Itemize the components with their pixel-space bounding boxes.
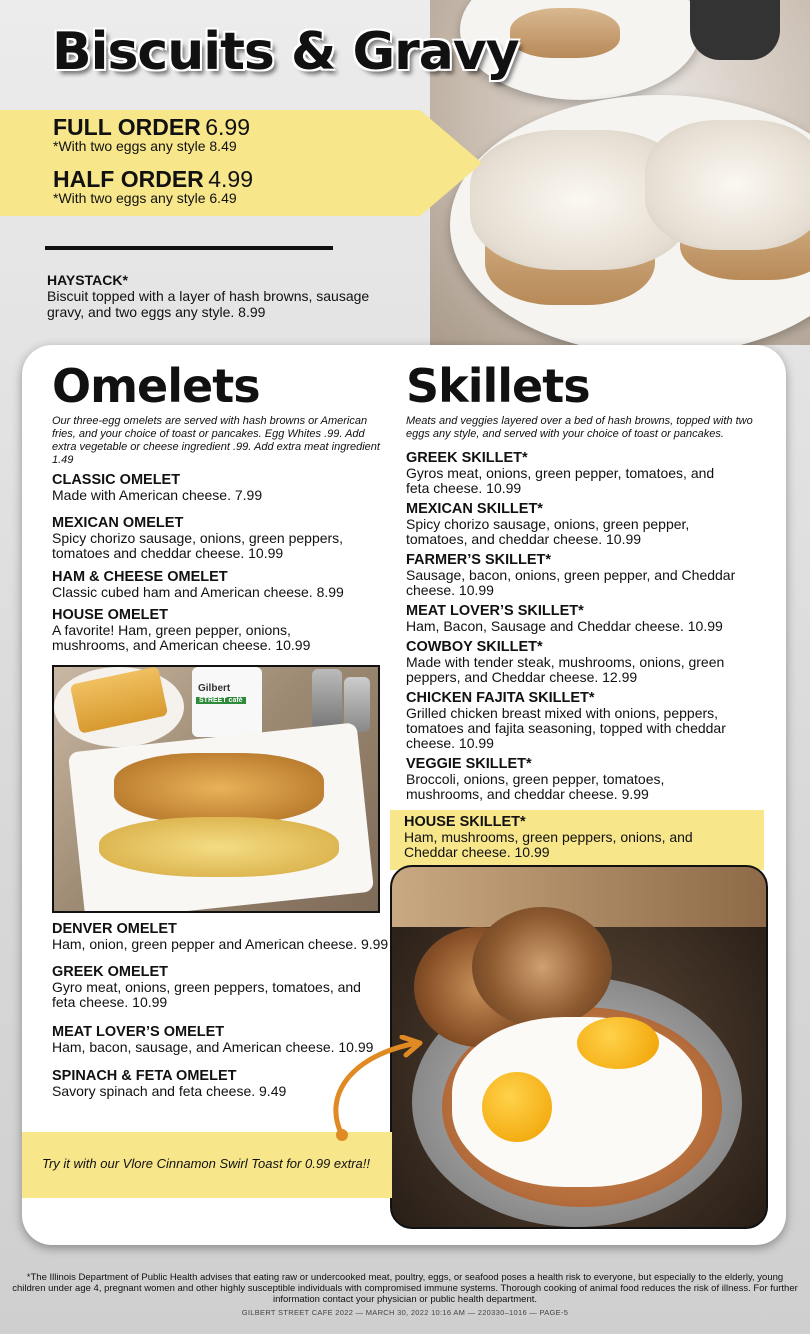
menu-item	[406, 640, 756, 685]
item-description: Gyro meat, onions, green peppers, tomatoes, and feta cheese. 10.99	[52, 979, 361, 1010]
item-description: Ham, mushrooms, green peppers, onions, and Cheddar cheese. 10.99	[404, 829, 693, 860]
full-order-note: *With two eggs any style 8.49	[53, 138, 237, 154]
omelets-title: Omelets	[52, 359, 260, 413]
gravy-right	[645, 120, 810, 250]
item-name: GREEK OMELET	[52, 964, 169, 980]
menu-item	[406, 553, 756, 598]
item-name: HOUSE OMELET	[52, 607, 169, 623]
toast-swirl	[472, 907, 612, 1027]
item-description: A favorite! Ham, green pepper, onions, mushrooms, and American cheese. 10.99	[52, 622, 311, 653]
promo-text: Try it with our Vlore Cinnamon Swirl Toast for 0.99 extra!!	[42, 1156, 371, 1171]
skillets-intro: Meats and veggies layered over a bed of hash browns, topped with two eggs any style, and served with your choice of toast or pancakes.	[406, 415, 753, 440]
item-name: MEAT LOVER’S SKILLET*	[406, 603, 584, 619]
curved-arrow-icon	[322, 1035, 432, 1145]
item-description: Ham, onion, green pepper and American cheese. 9.99	[52, 936, 389, 952]
item-name: CLASSIC OMELET	[52, 472, 181, 488]
menu-item	[52, 965, 372, 1010]
menu-item	[52, 922, 392, 952]
full-order-label: FULL ORDER	[53, 114, 201, 140]
item-description: Biscuit topped with a layer of hash browns, sausage gravy, and two eggs any style. 8.99	[47, 288, 370, 320]
menu-item	[406, 451, 736, 496]
health-disclaimer: *The Illinois Department of Public Health advises that eating raw or undercooked meat, poultry, eggs, or seafood poses a health risk to everyone, but especially to the elderly, young children under age 4, pregnant women and other highly susceptible individuals with compromised immune systems. Thorough cooking of animal food reduces the risk of illness. For further information contact your physician or public health department.	[12, 1272, 798, 1305]
page-title: Biscuits & Gravy	[52, 22, 519, 82]
item-name: VEGGIE SKILLET*	[406, 756, 532, 772]
item-name: MEXICAN OMELET	[52, 515, 184, 531]
mug-subtext: STREET café	[196, 697, 246, 704]
item-description: Classic cubed ham and American cheese. 8.99	[52, 584, 344, 600]
back-biscuit	[510, 8, 620, 58]
item-description: Grilled chicken breast mixed with onions, peppers, tomatoes and fajita seasoning, topped with cheddar cheese. 10.99	[406, 705, 726, 751]
omelet	[99, 817, 339, 877]
mug-text: Gilbert	[198, 683, 231, 694]
menu-item	[52, 570, 382, 600]
item-description: Sausage, bacon, onions, green pepper, and Cheddar cheese. 10.99	[406, 567, 736, 598]
item-name: GREEK SKILLET*	[406, 450, 528, 466]
item-name: HAYSTACK*	[47, 272, 128, 288]
item-name: FARMER’S SKILLET*	[406, 552, 552, 568]
shaker	[312, 669, 342, 729]
item-description: Ham, bacon, sausage, and American cheese. 10.99	[52, 1039, 374, 1055]
item-name: HOUSE SKILLET*	[404, 814, 526, 830]
omelets-intro: Our three-egg omelets are served with hash browns or American fries, and your choice of toast or pancakes. Egg Whites .99. Add extra vegetable or cheese ingredient .99. Add extra meat ingredient 1.49	[52, 415, 380, 466]
menu-item	[52, 473, 382, 503]
half-order	[53, 166, 253, 206]
item-name: DENVER OMELET	[52, 921, 177, 937]
item-description: Gyros meat, onions, green pepper, tomatoes, and feta cheese. 10.99	[406, 465, 715, 496]
item-name: SPINACH & FETA OMELET	[52, 1068, 237, 1084]
skillet-photo	[390, 865, 768, 1229]
coffee-cup	[690, 0, 780, 60]
menu-item	[52, 608, 352, 653]
mug	[192, 667, 262, 737]
skillets-title: Skillets	[406, 359, 590, 413]
menu-item-house-skillet	[404, 815, 734, 860]
menu-item	[52, 516, 382, 561]
omelet-photo	[52, 665, 380, 913]
egg-yolk	[482, 1072, 552, 1142]
item-description: Savory spinach and feta cheese. 9.49	[52, 1083, 287, 1099]
menu-item	[406, 604, 756, 634]
print-meta: GILBERT STREET CAFE 2022 — MARCH 30, 2022 10:16 AM — 220330–1016 — PAGE-5	[241, 1308, 569, 1317]
divider	[45, 246, 333, 250]
order-banner-arrow	[420, 110, 482, 216]
menu-item-haystack	[47, 272, 377, 320]
item-description: Spicy chorizo sausage, onions, green pepper, tomatoes, and cheddar cheese. 10.99	[406, 516, 690, 547]
item-description: Made with American cheese. 7.99	[52, 487, 263, 503]
item-name: COWBOY SKILLET*	[406, 639, 543, 655]
item-name: MEXICAN SKILLET*	[406, 501, 543, 517]
item-description: Made with tender steak, mushrooms, onions, green peppers, and Cheddar cheese. 12.99	[406, 654, 725, 685]
item-description: Broccoli, onions, green pepper, tomatoes, mushrooms, and cheddar cheese. 9.99	[406, 771, 665, 802]
half-order-price: 4.99	[208, 166, 253, 192]
half-order-note: *With two eggs any style 6.49	[53, 190, 237, 206]
full-order-price: 6.99	[205, 114, 251, 140]
half-order-label: HALF ORDER	[53, 166, 204, 192]
hash-browns	[114, 753, 324, 823]
item-name: CHICKEN FAJITA SKILLET*	[406, 690, 595, 706]
menu-card	[22, 345, 786, 1245]
menu-item	[406, 502, 736, 547]
item-name: HAM & CHEESE OMELET	[52, 569, 228, 585]
item-description: Spicy chorizo sausage, onions, green peppers, tomatoes and cheddar cheese. 10.99	[52, 530, 344, 561]
egg-yolk	[577, 1017, 659, 1069]
menu-item	[406, 691, 756, 751]
item-name: MEAT LOVER’S OMELET	[52, 1024, 225, 1040]
full-order	[53, 114, 250, 154]
item-description: Ham, Bacon, Sausage and Cheddar cheese. 10.99	[406, 618, 723, 634]
menu-item	[406, 757, 726, 802]
